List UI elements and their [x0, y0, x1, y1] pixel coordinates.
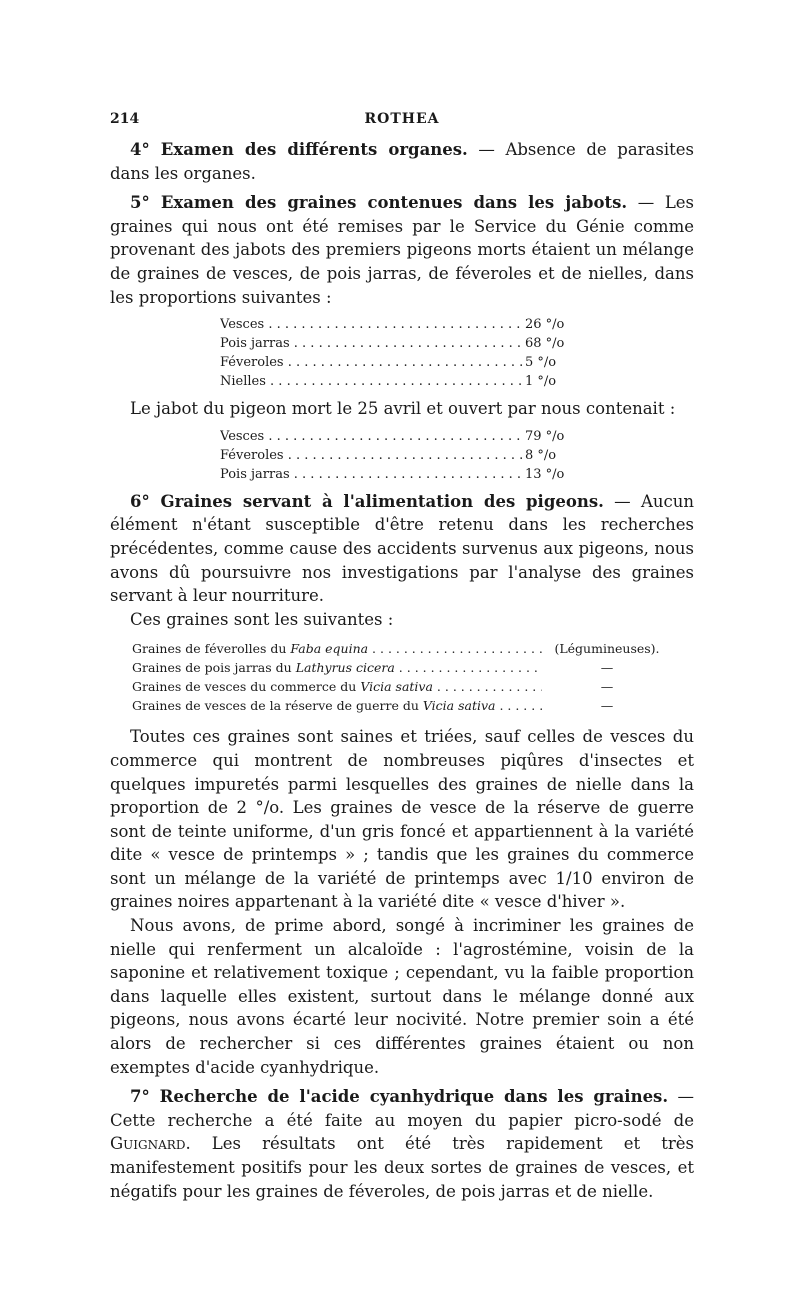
grain-species: Faba equina	[290, 641, 369, 657]
row-label: Vesces . . .	[220, 427, 525, 446]
grain-prefix: Graines de vesces de la réserve de guerre du	[132, 698, 423, 714]
jabot-sentence: Le jabot du pigeon mort le 25 avril et ouvert par nous contenait :	[130, 399, 676, 419]
row-label: Nielles . . .	[220, 372, 525, 391]
row-label: Pois jarras . . .	[220, 465, 525, 484]
section-7	[110, 1085, 694, 1203]
grain-species: Vicia sativa	[422, 698, 496, 714]
table-row	[220, 353, 694, 372]
row-value: 5 °/o	[525, 355, 557, 371]
running-header	[110, 108, 694, 128]
table-row	[220, 465, 694, 484]
section-4-heading: 4° Examen des différents organes.	[130, 140, 468, 159]
section-6-text: — Aucun élément n'étant susceptible d'être retenu dans les recherches précédentes, comme cause des accidents survenus aux pigeons, nous avons dû poursuivre nos investigations par l'analyse des graines servant à leur nourriture.	[110, 491, 694, 606]
section-5-text: — Les graines qui nous ont été remises par le Service du Génie comme provenant des jabots des premiers pigeons morts étaient un mélange de graines de vesces, de pois jarras, de féveroles et de nielles, dans les proportions suivantes :	[110, 193, 695, 307]
grain-prefix: Graines de pois jarras du	[132, 660, 296, 676]
proportions-table-2	[220, 427, 694, 484]
section-4-text: — Absence de parasites dans les organes.	[110, 140, 694, 183]
author-name: Guignard	[110, 1134, 186, 1154]
proportions-table-1	[220, 315, 694, 391]
grain-class: —	[600, 679, 614, 695]
list-item	[132, 696, 694, 715]
grains-list	[132, 639, 694, 715]
row-label: Féveroles . . .	[220, 353, 525, 372]
row-label: Pois jarras . . .	[220, 334, 525, 353]
list-item	[132, 658, 694, 677]
row-value: 1 °/o	[525, 374, 557, 390]
table-row	[220, 315, 694, 334]
row-value: 13 °/o	[525, 466, 565, 482]
table-row	[220, 446, 694, 465]
page-number: 214	[110, 111, 140, 127]
row-value: 79 °/o	[525, 428, 565, 444]
section-7-text-b: . Les résultats ont été très rapidement et très manifestement positifs pour les deux sortes de graines de vesces, et négatifs pour les graines de féveroles, de pois jarras et de nielle.	[110, 1134, 694, 1201]
section-5-heading: 5° Examen des graines contenues dans les jabots.	[130, 193, 628, 213]
page	[110, 108, 694, 1203]
section-6	[110, 490, 694, 608]
list-item	[132, 639, 694, 658]
row-value: 8 °/o	[525, 447, 557, 463]
grain-species: Vicia sativa	[360, 679, 433, 695]
running-title: ROTHEA	[364, 111, 440, 127]
grain-species: Lathyrus cicera	[295, 660, 395, 676]
table-row	[220, 372, 694, 391]
row-label: Vesces . . .	[220, 315, 525, 334]
grain-class: —	[600, 660, 614, 676]
row-value: 26 °/o	[525, 317, 565, 333]
paragraph-nous: Nous avons, de prime abord, songé à incriminer les graines de nielle qui renferment un alcaloïde : l'agrostémine, voisin de la saponine et relativement toxique ; cependant, vu la faible proportion dans laquelle elles existent, surtout dans le mélange donné aux pigeons, nous avons écarté leur nocivité. Notre premier soin a été alors de rechercher si ces différentes graines étaient ou non exemptes d'acide cyanhydrique.	[110, 916, 694, 1077]
grain-class: (Légumineuses).	[554, 641, 660, 657]
list-item	[132, 677, 694, 696]
paragraph-toutes: Toutes ces graines sont saines et triées, sauf celles de vesces du commerce qui montrent de nombreuses piqûres d'insectes et quelques impuretés parmi lesquelles des graines de nielle dans la proportion de 2 °/o. Les graines de vesce de la réserve de guerre sont de teinte uniforme, d'un gris foncé et appartiennent à la variété dite « vesce de printemps » ; tandis que les graines du commerce sont un mélange de la variété de printemps avec 1/10 environ de graines noires appartenant à la variété dite « vesce d'hiver ».	[110, 727, 694, 912]
section-7-text-a: — Cette recherche a été faite au moyen du papier picro-sodé de	[110, 1087, 695, 1130]
grain-class: —	[600, 698, 614, 714]
grains-intro: Ces graines sont les suivantes :	[130, 609, 394, 629]
table-row	[220, 334, 694, 353]
section-5	[110, 191, 694, 309]
table-row	[220, 427, 694, 446]
section-4	[110, 138, 694, 185]
section-6-heading: 6° Graines servant à l'alimentation des pigeons.	[130, 491, 604, 511]
grain-prefix: Graines de féverolles du	[132, 641, 291, 657]
grain-prefix: Graines de vesces du commerce du	[132, 679, 361, 695]
row-label: Féveroles . . .	[220, 446, 525, 465]
row-value: 68 °/o	[525, 336, 565, 352]
section-7-heading: 7° Recherche de l'acide cyanhydrique dans les graines.	[130, 1087, 669, 1107]
